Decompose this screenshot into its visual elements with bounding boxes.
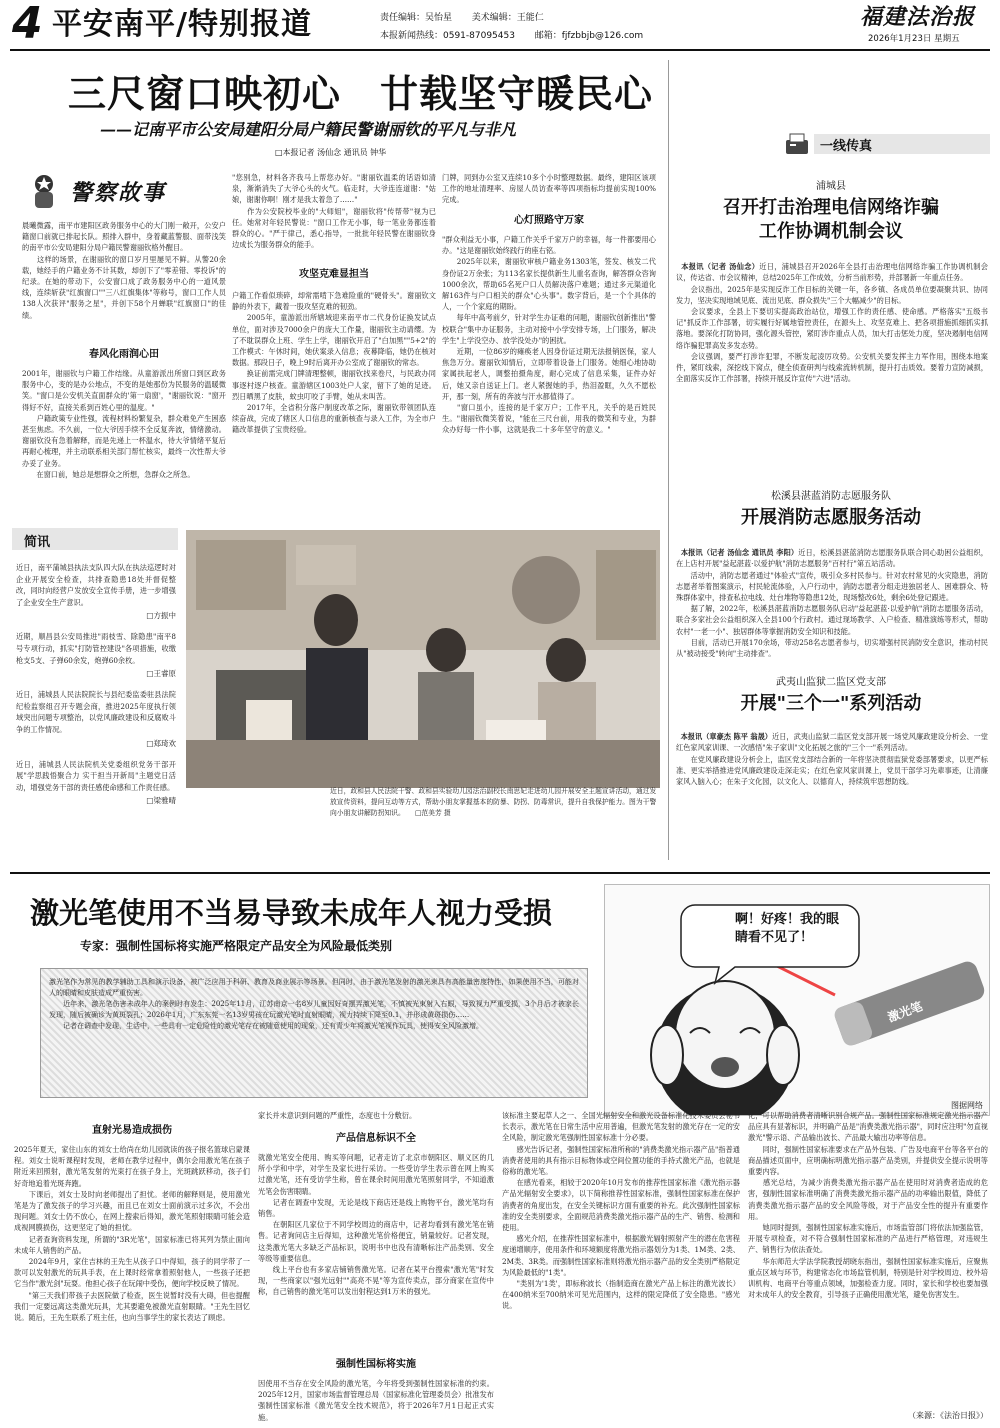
- frontline-column-header: [784, 132, 990, 158]
- email: 邮箱：fjfzbbjb@126.com: [534, 31, 644, 41]
- feature-col3-text: 该标准主要起草人之一、全国光辐射安全和激光设备标准化技术委员会秘书长表示，激光笔在日常生活中应用普遍，但激光笔发射的激光存在一定的安全风险，制定激光笔强制性国家标准十分必要。 感光告诉记者，强制性国家标准所称的"消费类激光指示器产品"指普通消费者使用的具有指示目标物体或空间位置功能的手持式激光产品，也就是俗称的激光笔。 在感光看来，相较于2020年10月发布的推荐性国家标准《激光指示器产品光辐射安全要求》，以下简称推荐性国家标准，强制性国家标准在保护消费者的角度出发，在安全关键标识方面有重要的补充。此次强制性国家标准的安全类别要求，全面规范消费类激光指示器产品的生产、销售、检测和使用。 感光介绍，在推荐性国家标准中，根据激光辐射照射产生的潜在危害程度递增顺序，使用条件和环境额度将激光指示器划分为1类、1M类、2类、2M类、3R类。而强制性国家标准则将激光指示器产品的安全类别严格限定为风险最低的"1类"。 "类别为'1类'，即标称波长（指制造商在激光产品上标注的激光波长）在400纳米至700纳米可见光范围内，这样的限定降低了安全隐患。"感光说。: [502, 1111, 740, 1311]
- section1-heading: 春风化雨润心田: [89, 349, 159, 360]
- brief-item: 近日，南平蒲城县执法支队四大队在执法巡逻时对企业开展安全检查，共排查隐患18处并督促整改，同时向经营户发放安全宣传手册，进一步增强了企业安全生产意识。 □方振中: [16, 563, 176, 621]
- section-title: 平安南平/特别报道: [52, 7, 312, 42]
- briefs-heading: 简讯: [24, 535, 51, 550]
- feature-col1-text: 2025年夏天，家住山东的刘女士给尚在幼儿园就读的孩子报名篮球启蒙课程。刘女士说听课程时发现，老师在教学过程中，偶尔会用激光笔在孩子附近来回照射，激光笔发射的光束打在孩子身上，光斑跳跃移动，孩子们好奇地追着光斑奔跑。 下课后，刘女士及时向老师提出了担忧。老师的解释则是，使用激光笔是为了激发孩子的学习兴趣，而且已在刘女士面前演示过多次，不会出现问题。刘女士仍不放心，在网上搜索后得知，激光笔照射眼睛可能会造成视网膜损伤，这更坚定了她的担忧。 记者查询资料发现，所谓的"3R光笔"，国家标准已将其列为禁止面向未成年人销售的产品。 2024年9月，家住吉林的王先生从孩子口中得知，孩子的同学带了一款可以发射激光的玩具手表，在上课时经常拿着照射他人，一些孩子还把它当作"激光剑"玩耍。他担心孩子在玩闹中受伤，便向学校反映了情况。 "第三天我们带孩子去医院做了检查，医生说暂时没有大碍，但也提醒我们一定要远离这类激光玩具，尤其要避免被激光直射眼睛。"王先生回忆说。随后，王先生联系了班主任，也向当事学生的家长表达了顾虑。: [14, 1145, 250, 1323]
- news-hotline: 本报新闻热线：0591-87095453: [380, 31, 515, 41]
- fax-icon: [784, 132, 810, 156]
- story3-byline: 本报讯（章豪杰 陈平 翁晟）: [680, 732, 773, 742]
- frontline-column-title: 一线传真: [820, 139, 873, 154]
- story1-text: 本报讯（记者 汤仙念）近日，浦城县召开2026年全县打击治理电信网络诈骗工作协调机制会议，传达省、市会议精神，总结2025年工作成效，分析当前形势，并部署新一年重点任务。 会议指出，2025年是实现反诈工作目标的关键一年，各乡镇、各成员单位要凝聚共识、协同发力，坚决实现地域见底、流出见底、群众损失"三个大幅减少"的目标。 会议要求，全县上下要切实提高政治站位，增强工作的责任感、使命感。严格落实"五级书记"抓反诈工作部署，切实履行好属地管控责任，在源头上、攻坚克难上、把各项措施抓细抓实抓落地。要深化打防协同，强化源头管控，紧盯涉诈重点人员，加大打击惩处力度，坚决遏制电信网络诈骗犯罪高发多发态势。 会议强调，要严打涉诈犯罪，不断发起凌厉攻势。公安机关要发挥主力军作用，围绕本地案件，紧盯线索，深挖线下窝点，健全侦查研判与线索流转机制，提升打击质效。要着力宣防减损，全面落实反诈工作部署，持续开展反诈宣传"六进"活动。: [676, 262, 988, 384]
- cartoon-laser-label: 激光笔: [885, 999, 925, 1025]
- feature-col4-text: 化，可以帮助消费者清晰识别合规产品。强制性国家标准规定激光指示器产品应具有显著标识，并明确产品是"消费类激光指示器"，同时应注明"勿直视激光"警示语、产品输出波长、产品最大输出功率等信息。 同时，强制性国家标准要求在产品外包装、广告及电商平台等各平台的商品描述页面中，应明确标明激光指示器产品类别，并提供安全提示说明等重要内容。 感光总结，为减少消费类激光指示器产品在使用时对消费者造成的危害，强制性国家标准明确了消费类激光指示器产品的功率输出限值，降低了消费类激光指示器产品的安全风险等级，对于产品安全性的提升有重要作用。 她同时提到，强制性国家标准实施后，市场监管部门将依法加强监管，开展专项检查，对不符合强制性国家标准的产品进行严格管理，对违规生产、销售行为依法查处。 华东师范大学法学院教授胡晓东指出，强制性国家标准实施后，应聚焦重点区域与环节，构建常态化市场监管机制，特别是针对学校周边、校外培训机构、电商平台等重点领域，加强检查力度。同时，家长和学校也要加强对未成年人的安全教育，引导孩子正确使用激光笔，避免伤害发生。: [748, 1111, 988, 1300]
- feature-headline: 激光笔使用不当易导致未成年人视力受损: [30, 896, 553, 930]
- photo-credit: □范美芳 摄: [414, 808, 451, 817]
- story1-kicker: 浦城县: [816, 181, 846, 192]
- story3-headline: 开展"三个一"系列活动: [740, 693, 922, 714]
- briefs-panel: [12, 528, 178, 868]
- story2-byline: 本报讯（记者 汤仙念 通讯员 李阳）: [680, 548, 799, 558]
- story1-byline: 本报讯（记者 汤仙念）: [681, 262, 760, 272]
- page-number: 4: [12, 0, 43, 49]
- section2-text: 户籍工作看似琐碎，却常需啃下急难险重的"硬骨头"。谢丽钦文静的外表下，藏着一股攻坚克难的韧劲。 2005年，童游派出所辖域迎来南平市二代身份证换发试点单位，面对涉及7000余户的庞大工作量，谢丽钦主动请缨。为了不耽误群众上班、学生上学，谢丽钦开启了"白加黑""5+2"的工作模式：午休时间，她伏案录入信息；夜幕降临，她仍在核对数据。那段日子，晚上9时后离开办公室成了谢丽钦的常态。 换证前需完成门牌清理整顿，谢丽钦找来卷尺，与民政办同事逐村逐户核查。童游辖区1003处户人家，留下了她的足迹。烈日晒黑了皮肤，蚊虫叮咬了手臂，她从未叫苦。 2017年，全省积分落户制度改革之际，谢丽钦带领团队连续奋战，完成了辖区人口信息的重新核查与录入工作，为全市户籍改革提供了宝贵经验。: [232, 291, 436, 435]
- masthead-rule: [10, 49, 990, 51]
- story1-headline-line1: 召开打击治理电信网络诈骗: [723, 197, 939, 218]
- right-column-divider: [668, 60, 669, 860]
- feature-col2-text: 家长并未意识到问题的严重性，态度也十分敷衍。: [258, 1111, 417, 1120]
- art-editor: 美术编辑：王能仁: [471, 13, 544, 23]
- feature-col1-heading: 直射光易造成损伤: [92, 1125, 172, 1136]
- lead-intro: 晨曦微露，南平市建阳区政务服务中心的大门刚一敞开，公安户籍窗口前就已排起长队。照排入群中，身着藏蓝警服、面带浅笑的南平市公安局建阳分局户籍民警谢丽钦格外醒目。 这样的场景，在谢丽钦的窗口岁月里屡见不鲜。从警20余载，她经手的户籍业务不计其数，却创下了"零差错、零投诉"的纪录。在她的带动下，公安窗口成了政务服务中心的一道风景线，连续斩获"红旗窗口""三八红旗集体"等称号，窗口工作人员138人次获评"服务之星"，并创下58个月蝉联"红旗窗口"的佳绩。: [22, 221, 226, 320]
- news-photo: [186, 530, 660, 788]
- lead-column2-text: "您别急，材料各齐我马上帮您办好。"谢丽钦温柔的话语如清泉，渐渐消失了大爷心头的火气。临走时，大爷连连道谢："姑娘，谢谢你啊！刚才是我太着急了……" 作为公安院校毕业的"大师姐"，谢丽钦将"传帮带"视为已任。她常对年轻民警说："窗口工作无小事，每一笔业务都连着群众的心。"严于律己，悉心指导，一批批年轻民警在谢丽钦身边成长为服务群众的能手。: [232, 173, 436, 250]
- feature-col2-heading: 产品信息标识不全: [336, 1133, 416, 1144]
- paper-name-logo: 福建法治报: [860, 4, 976, 30]
- cartoon-credit: 图据网络: [951, 1101, 983, 1110]
- cartoon-illustration: [604, 884, 990, 1116]
- police-badge-icon: [24, 170, 64, 210]
- feature-lead-box: [40, 968, 588, 1098]
- police-story-logo: [24, 170, 224, 210]
- police-story-title: 警察故事: [70, 180, 167, 206]
- brief-item: 近日，浦城县人民法院院长与县纪委监委驻县法院纪检监察组召开专题会商，推进2025年度执行领域突出问题专项整治，以党风廉政建设和反腐败斗争的工作情况。 □郑琦欢: [16, 690, 176, 748]
- photo-caption: 近日，政和县人民法院干警、政和县实验幼儿园法治副校长南思妃走进幼儿园开展安全主题宣讲活动，通过发放宣传资料，提问互动等方式，帮助小朋友掌握基本的防暴、防拐、防毒常识，提升自我保护能力。图为干警向小朋友讲解防拐知识。 □范美芳 摄: [330, 787, 657, 817]
- issue-weekday: 星期五: [934, 34, 960, 44]
- story1-headline-line2: 工作协调机制会议: [759, 221, 903, 242]
- feature-col2-heading2: 强制性国标将实施: [336, 1359, 416, 1370]
- feature-source: （来源：《法治日报》）: [908, 1411, 988, 1420]
- lead-headline: 三尺窗口映初心 廿载坚守暖民心: [68, 72, 654, 116]
- feature-subheadline: 专家：强制性国标将实施严格限定产品安全为风险最低类别: [80, 939, 393, 953]
- story2-text: 本报讯（记者 汤仙念 通讯员 李阳）近日，松溪县湛蓝消防志愿服务队联合同心助困公益组织，在上店村开展"益起湛蓝·以爱护航"消防志愿服务"百村行"第五站活动。 活动中，消防志愿者通过"体验式"宣传，吸引众多村民参与。针对农村常见的火灾隐患，消防志愿者举着图案演示，村民轮流体验，入户行动中，消防志愿者分组走进独居老人、困难群众、特殊群体家中，排查私拉电线、灶台堆物等隐患12处，现场整改6处，剩余6处登记跟进。 据了解，2022年，松溪县湛蓝消防志愿服务队启动"益起湛蓝·以爱护航"消防志愿服务活动，联合多家社会公益组织深入全县100个行政村。通过现场教学、入户检查、精准演练等形式，帮助农村"一老一小"、独居群体等掌握消防安全知识和技能。 目前，活动已开展170余场，带动258名志愿者参与，切实增强村民消防安全意识，推动村民从"被动接受"转向"主动排查"。: [676, 548, 988, 659]
- lead-byline: □本报记者 汤仙念 通讯员 钟华: [275, 148, 387, 157]
- section3-text: "群众利益无小事，户籍工作关乎千家万户的幸福，每一件都要用心办。"这是谢丽钦始终践行的座右铭。 2025年以来，谢丽钦审核户籍业务1303笔，签发、核发二代身份证2万余张；为113名家长提供新生儿重名查询，解答群众咨询1000余次，帮助65名死户口人员解决落户难题；通过多元渠道化解163件与户口相关的群众"心头事"。数字背后，是一个个具体的人，一个个家庭的期盼。 每年中高考前夕，针对学生办证难的问题，谢丽钦创新推出"警校联合"集中办证服务，主动对接中小学安排专场，上门服务，解决学生"上学没空办、放学没处办"的困扰。 近期，一位86岁的瘫痪老人因身份证过期无法报销医保，家人焦急万分。谢丽钦知情后，立即带着设备上门服务。她细心地协助家属扶起老人，调整拍摄角度，耐心完成了信息采集，证件办好后，她又亲自送证上门。老人紧握她的手，热泪盈眶，久久不愿松开，那一刻，所有的奔波与汗水都值得了。 "窗口虽小，连接的是千家万户；工作平凡，关乎的是百姓民生。"谢丽钦微笑着说，"能在三尺台前，用我的微笑和专业，为群众办好每一件小事，这就是我二十多年坚守的意义。": [442, 235, 656, 435]
- section3-intro-text: 门牌，同到办公室又连续10多个小时整理数据。最终，建阳区该项工作的地址清理率、房屋人员访查率等四项指标均提前实现100%完成。: [442, 173, 656, 205]
- responsible-editor: 责任编辑：吴怡星: [380, 13, 453, 23]
- section2-heading: 攻坚克难显担当: [299, 269, 369, 280]
- feature-top-rule: [10, 872, 990, 874]
- masthead: [0, 0, 1000, 50]
- section3-heading: 心灯照路守万家: [514, 215, 584, 226]
- feature-lead-text: 激光笔作为常见的教学辅助工具和演示设备，被广泛应用于科研、教育及商业展示等场景。但同时，由于激光笔发射的激光束具有高能量密度特性，如果使用不当，可能对人的眼睛和皮肤造成严重伤害。 近年来，激光笔伤害未成年人的案例时有发生：2025年11月，江苏南京一名8岁儿童因好奇摆弄激光笔，不慎被光束射入右眼，导致视力严重受损，3个月后才被家长发现，随后被确诊为黄斑裂孔；2026年1月，广东东莞一名13岁男孩在玩激光笔时直射眼睛，视力持续下降至0.1，并形成黄斑损伤…… 记者在调查中发现，生活中，一些具有一定危险性的激光笔存在被随意使用的现象，还有青少年将激光笔视作玩具，使得安全风险激增。: [49, 978, 579, 1030]
- cartoon-speech-text: 啊！好疼！我的眼睛看不见了！: [735, 912, 840, 945]
- brief-item: 近期，顺昌县公安局推进"雨枝雪、除隐患"南平8号专项行动，抓实"打防管控建设"各项措施，收缴枪支5支、子弹60余发，炮弹60余枚。 □王睿原: [16, 632, 176, 679]
- story3-text: 本报讯（章豪杰 陈平 翁晟）近日，武夷山监狱二监区党支部开展一场党风廉政建设分析会、一堂红色家风家训课、一次感悟"朱子家训"文化拓展之旅的"三个一"系列活动。 在党风廉政建设分析会上，监区党支部结合新的一年将坚决贯彻监狱党委部署要求，以更严标准、更实举措推进党风廉政建设走深走实；在红色家风家训课上，党员干部学习先辈事迹，让清廉家风入脑入心；在朱子文化园，以文化人、以德育人，持续筑牢思想防线。: [676, 732, 988, 787]
- section1-text: 2001年，谢丽钦与户籍工作结缘。从童游派出所窗口到区政务服务中心，变的是办公地点，不变的是她那份为民服务的温暖微笑。"窗口是公安机关直面群众的'第一扇窗'，"谢丽钦说："窗开得好不好，直接关系到百姓心里的温度。" 户籍政策专业性强，流程材料纷繁复杂，群众难免产生困惑甚至焦虑。不久前，一位大爷因手续不全反复奔波，情绪激动。谢丽钦没有急着解释，而是先递上一杯温水，待大爷情绪平复后再耐心梳理，并主动联系相关部门帮忙核实，最终一次性帮大爷办妥了业务。 在窗口前，她总是想群众之所想，急群众之所急。: [22, 369, 226, 479]
- story3-kicker: 武夷山监狱二监区党支部: [776, 677, 886, 688]
- story2-headline: 开展消防志愿服务活动: [741, 507, 921, 528]
- feature-col2-text3: 因使用不当存在安全风险的激光笔，今年将受到强制性国家标准的约束。2025年12月，国家市场监督管理总局（国家标准化管理委员会）批准发布强制性国家标准《激光笔安全技术规范》，将于2026年7月1日起正式实施。: [258, 1379, 494, 1422]
- issue-date: 2026年1月23日: [868, 34, 932, 44]
- classroom-photo-illustration: [186, 530, 660, 788]
- brief-item: 近日，浦城县人民法院机关党委组织党务干部开展"学思践悟聚合力 实干担当开新局"主题党日活动，增强党务干部的责任感使命感和工作责任感。 □梁雅晴: [16, 759, 176, 806]
- story2-kicker: 松溪县湛蓝消防志愿服务队: [771, 491, 891, 502]
- lead-subheadline: ——记南平市公安局建阳分局户籍民警谢丽钦的平凡与非凡: [100, 120, 517, 139]
- feature-col2-text2: 就激光笔安全使用、购买等问题，记者走访了北京市朝阳区、顺义区的几所小学和中学，对学生及家长进行采访。一些受访学生表示曾在网上购买过激光笔，还有受访学生称，曾在课余时间用激光笔照射同学，不知道激光笔会伤害眼睛。 记者在调查中发现，无论是线下商店还是线上购物平台，激光笔均有销售。 在朝阳区几家位于不同学校周边的商店中，记者均看到有激光笔在销售。记者询问店主后得知，这种激光笔价格便宜，销量较好。记者发现，这类激光笔大多缺乏产品标识，说明书中也没有清晰标注产品类别、安全等级等重要信息。 线上平台也有多家店铺销售激光笔。记者在某平台搜索"激光笔"时发现，一些商家以"强光远射""高亮不晃"等为宣传卖点，部分商家在宣传中称，自己销售的激光笔可以发出射程达到1万米的强光。: [258, 1153, 494, 1297]
